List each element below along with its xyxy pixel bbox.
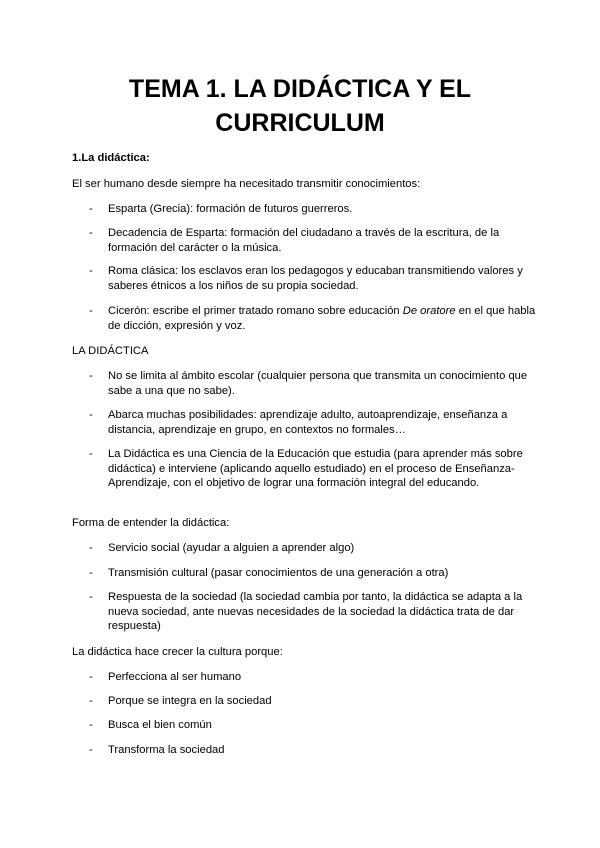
section-heading: 1.La didáctica: xyxy=(72,152,150,164)
bullet-dash: - xyxy=(89,695,93,707)
bullet-dash: - xyxy=(89,370,93,382)
bullet-dash: - xyxy=(89,567,93,579)
list-item-text: Abarca muchas posibilidades: aprendizaje adulto, autoaprendizaje, enseñanza a distancia, aprendizaje en grupo, en contextos no formales… xyxy=(108,409,508,436)
text-run: Cicerón: escribe el primer tratado romano sobre educación xyxy=(108,305,403,317)
list-item-text: Servicio social (ayudar a alguien a aprender algo) xyxy=(108,542,355,554)
bullet-dash: - xyxy=(89,265,93,277)
list-item-text: Roma clásica: los esclavos eran los pedagogos y educaban transmitiendo valores y saberes étnicos a los niños de su propia sociedad. xyxy=(108,265,523,292)
bullet-dash: - xyxy=(89,542,93,554)
bullet-dash: - xyxy=(89,591,93,603)
title-line-1: TEMA 1. LA DIDÁCTICA Y EL xyxy=(128,75,472,103)
text-run: en el que habla de dicción, expresión y voz. xyxy=(108,305,536,332)
list-item-text: Perfecciona al ser humano xyxy=(108,671,242,683)
paragraph: El ser humano desde siempre ha necesitado transmitir conocimientos: xyxy=(72,178,421,190)
list-item-text: No se limita al ámbito escolar (cualquier persona que transmita un conocimiento que sabe a una que no sabe). xyxy=(108,370,528,397)
list-item-text: Porque se integra en la sociedad xyxy=(108,695,272,707)
book-title: De oratore xyxy=(402,305,456,317)
list-item-text: Transmisión cultural (pasar conocimientos de una generación a otra) xyxy=(108,567,449,579)
bullet-dash: - xyxy=(89,305,93,317)
bullet-dash: - xyxy=(89,448,93,460)
list-item-text: Respuesta de la sociedad (la sociedad cambia por tanto, la didáctica se adapta a la nueva sociedad, ante nuevas necesidades de la sociedad la didáctica trata de dar respuesta) xyxy=(108,591,523,632)
bullet-dash: - xyxy=(89,719,93,731)
bullet-dash: - xyxy=(89,203,93,215)
section-heading: Forma de entender la didáctica: xyxy=(72,517,230,529)
title-line-2: CURRICULUM xyxy=(215,109,385,137)
bullet-dash: - xyxy=(89,671,93,683)
list-item-text: Esparta (Grecia): formación de futuros guerreros. xyxy=(108,203,353,215)
section-heading: LA DIDÁCTICA xyxy=(72,345,149,357)
section-heading: La didáctica hace crecer la cultura porque: xyxy=(72,646,283,658)
list-item-text xyxy=(108,304,543,333)
bullet-dash: - xyxy=(89,227,93,239)
list-item-text: Decadencia de Esparta: formación del ciudadano a través de la escritura, de la formación del carácter o la música. xyxy=(108,227,500,254)
list-item-text: Transforma la sociedad xyxy=(108,744,225,756)
page-title xyxy=(40,72,560,140)
list-item-text: La Didáctica es una Ciencia de la Educación que estudia (para aprender más sobre didáctica) e interviene (aplicando aquello estudiado) en el proceso de Enseñanza-Aprendizaje, con el objetivo de lograr una formación integral del educando. xyxy=(108,448,523,489)
list-item-text: Busca el bien común xyxy=(108,719,212,731)
bullet-dash: - xyxy=(89,409,93,421)
bullet-dash: - xyxy=(89,744,93,756)
